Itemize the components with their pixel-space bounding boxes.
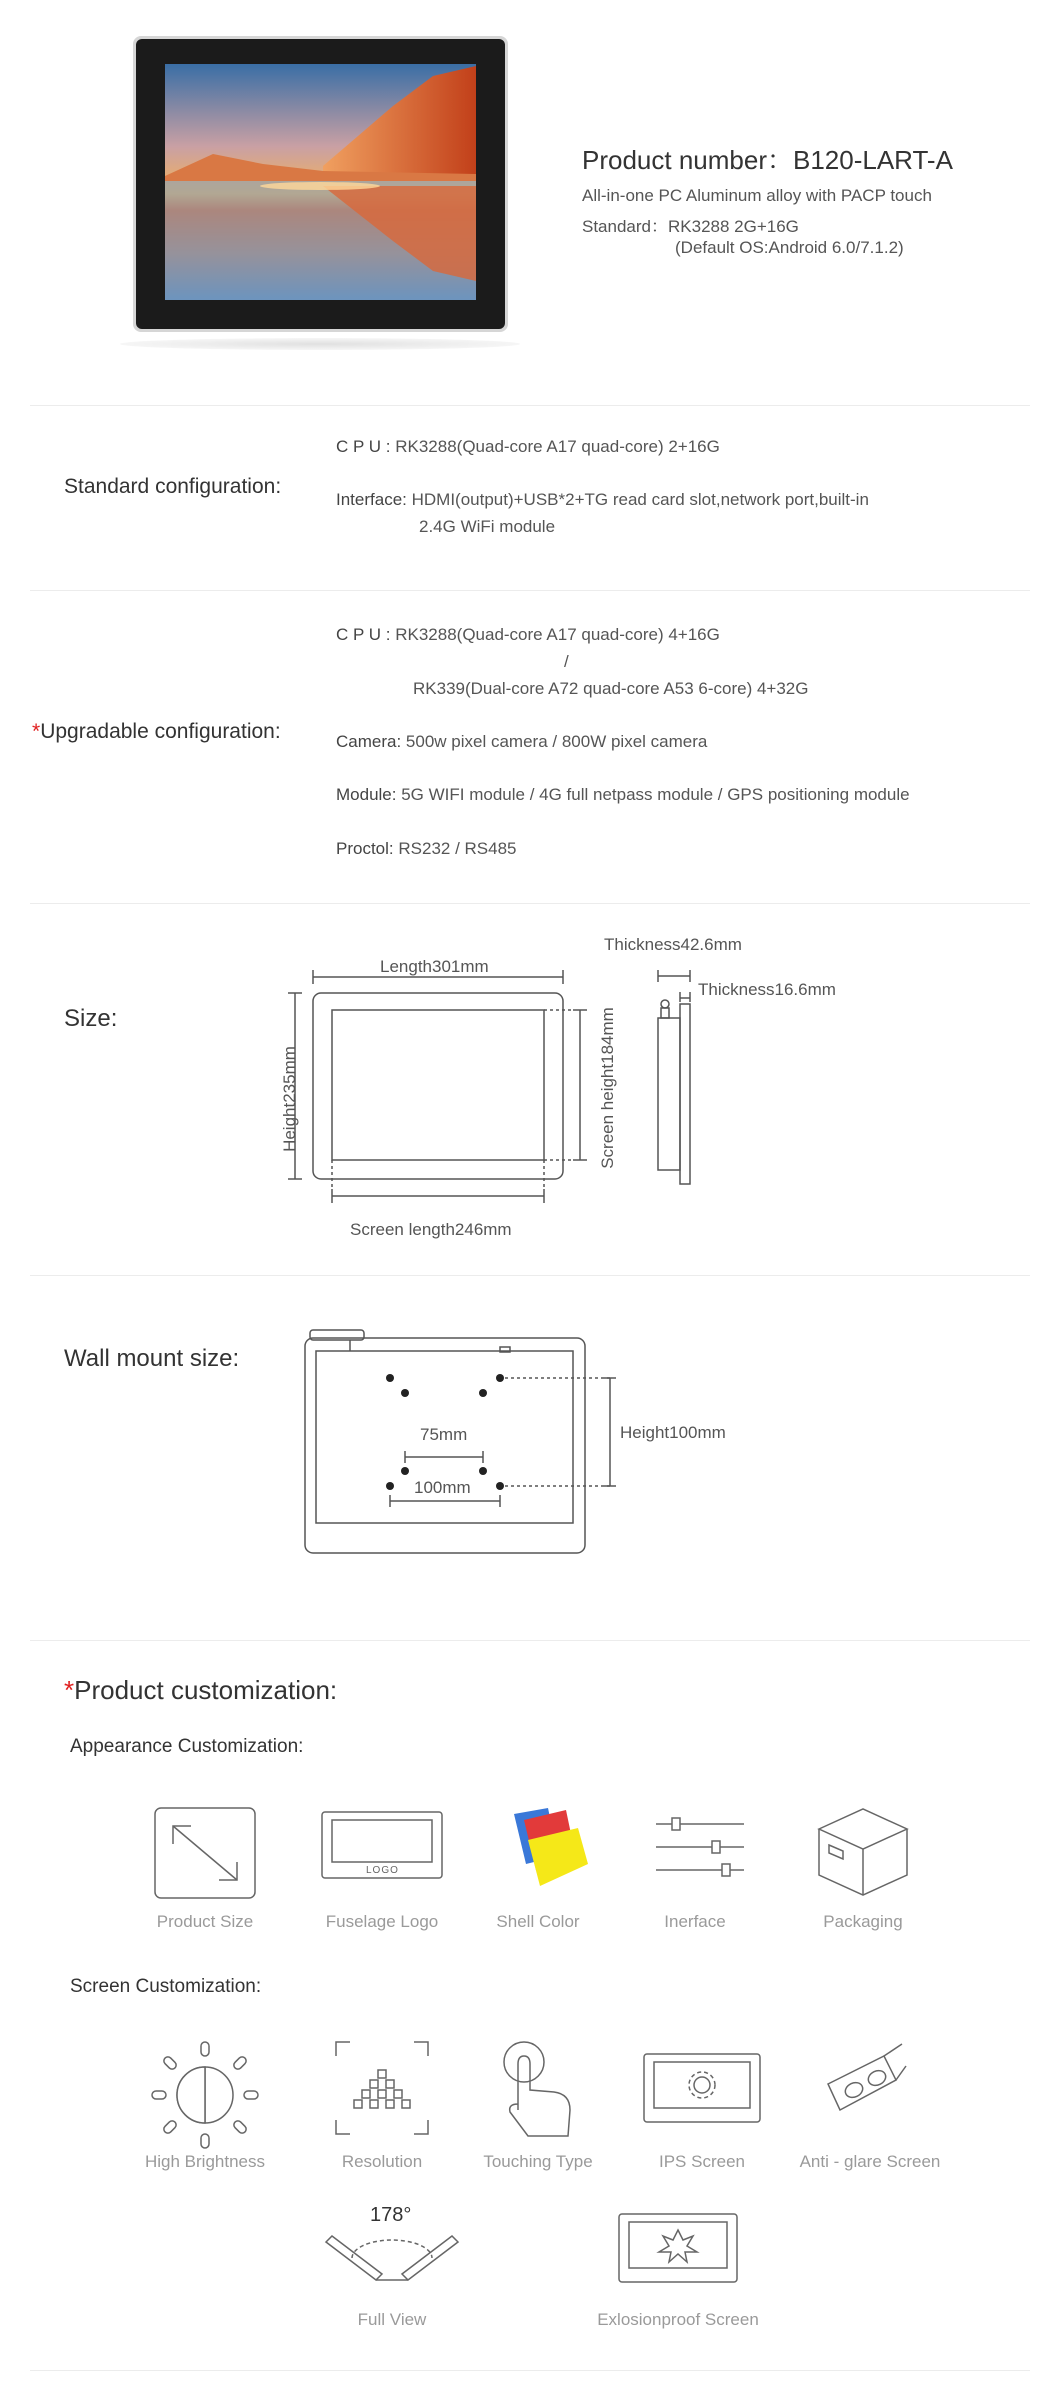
product-size-icon [153, 1806, 257, 1900]
upgradable-module [336, 785, 910, 805]
size-title: Size: [64, 1005, 118, 1032]
standard-value: RK3288 2G+16G [668, 217, 799, 236]
screen-height-label: Screen height184mm [598, 1007, 617, 1169]
resolution-icon [334, 2040, 430, 2136]
size-diagram [260, 920, 900, 1250]
interface-value-line1: HDMI(output)+USB*2+TG read card slot,network port,built-in [411, 490, 869, 509]
thickness-42-label: Thickness42.6mm [604, 935, 742, 954]
wall-100-label: 100mm [414, 1478, 471, 1497]
divider [30, 1275, 1030, 1276]
proctol-value: RS232 / RS485 [398, 839, 517, 858]
standard-config-title: Standard configuration: [64, 475, 282, 498]
appearance-caption: Shell Color [496, 1912, 580, 1931]
screen-caption: Resolution [341, 2152, 423, 2171]
screen-caption: Anti - glare Screen [799, 2152, 941, 2171]
appearance-caption: Inerface [664, 1912, 726, 1931]
camera-value: 500w pixel camera / 800W pixel camera [405, 732, 708, 751]
product-number-label: Product number： [582, 145, 793, 175]
logo-text: LOGO [366, 1865, 399, 1876]
appearance-title: Appearance Customization: [70, 1736, 304, 1757]
proctol-label: Proctol: [336, 839, 394, 858]
upgradable-camera [336, 732, 707, 752]
touching-type-icon [498, 2040, 582, 2140]
standard-cpu [336, 437, 720, 457]
divider [30, 2370, 1030, 2371]
screen-caption: Touching Type [483, 2152, 593, 2171]
anti-glare-screen-icon [822, 2040, 908, 2120]
appearance-caption: Fuselage Logo [325, 1912, 439, 1931]
product-shadow [120, 338, 520, 350]
appearance-caption: Product Size [156, 1912, 254, 1931]
appearance-caption: Packaging [823, 1912, 903, 1931]
product-default-os: (Default OS:Android 6.0/7.1.2) [675, 238, 904, 257]
angle-label: 178° [370, 2204, 412, 2226]
customization-title-text: Product customization: [74, 1675, 338, 1705]
wall-mount-title: Wall mount size: [64, 1345, 240, 1372]
product-standard [582, 212, 799, 237]
upgradable-title-text: Upgradable configuration: [40, 720, 281, 743]
explosionproof-screen-icon [617, 2212, 739, 2284]
required-star: * [32, 720, 41, 743]
screen-caption: High Brightness [144, 2152, 265, 2171]
upgradable-config-title [32, 720, 281, 744]
screen-title: Screen Customization: [70, 1976, 262, 1997]
screen-caption: Exlosionproof Screen [597, 2310, 759, 2329]
standard-interface [336, 490, 869, 510]
cpu-value: RK3288(Quad-core A17 quad-core) 2+16G [395, 437, 720, 456]
cpu-label: C P U : [336, 625, 391, 644]
screen-length-label: Screen length246mm [350, 1220, 512, 1239]
product-image [133, 36, 508, 332]
upgradable-proctol [336, 839, 517, 859]
divider [30, 1640, 1030, 1641]
divider [30, 903, 1030, 904]
upgradable-cpu [336, 625, 720, 645]
length-label: Length301mm [380, 957, 489, 976]
screen-caption: Full View [357, 2310, 427, 2329]
cpu-separator: / [564, 652, 569, 671]
module-label: Module: [336, 785, 397, 804]
cpu-value-1: RK3288(Quad-core A17 quad-core) 4+16G [395, 625, 720, 644]
standard-label: Standard： [582, 217, 668, 236]
shell-color-icon [508, 1806, 592, 1890]
product-number-value: B120-LART-A [792, 145, 953, 175]
full-view-icon [322, 2228, 462, 2284]
screen-caption: IPS Screen [659, 2152, 745, 2171]
ips-screen-icon [642, 2052, 762, 2124]
module-value: 5G WIFI module / 4G full netpass module / GPS positioning module [401, 785, 910, 804]
divider [30, 405, 1030, 406]
product-number [582, 140, 953, 177]
thickness-16-label: Thickness16.6mm [698, 980, 836, 999]
divider [30, 590, 1030, 591]
interface-label: Interface: [336, 490, 407, 509]
product-description: All-in-one PC Aluminum alloy with PACP touch [582, 186, 932, 205]
customization-title [64, 1675, 337, 1706]
height-label: Height235mm [280, 1046, 299, 1152]
cpu-label: C P U : [336, 437, 391, 456]
interface-icon [652, 1812, 748, 1882]
packaging-icon [815, 1805, 911, 1899]
required-star: * [64, 1675, 75, 1705]
camera-label: Camera: [336, 732, 402, 751]
wall-75-label: 75mm [420, 1425, 468, 1444]
cpu-value-2: RK339(Dual-core A72 quad-core A53 6-core) 4+32G [413, 679, 809, 698]
high-brightness-icon [150, 2040, 260, 2150]
standard-interface-line2: 2.4G WiFi module [419, 517, 556, 536]
wall-height-label: Height100mm [620, 1423, 726, 1442]
